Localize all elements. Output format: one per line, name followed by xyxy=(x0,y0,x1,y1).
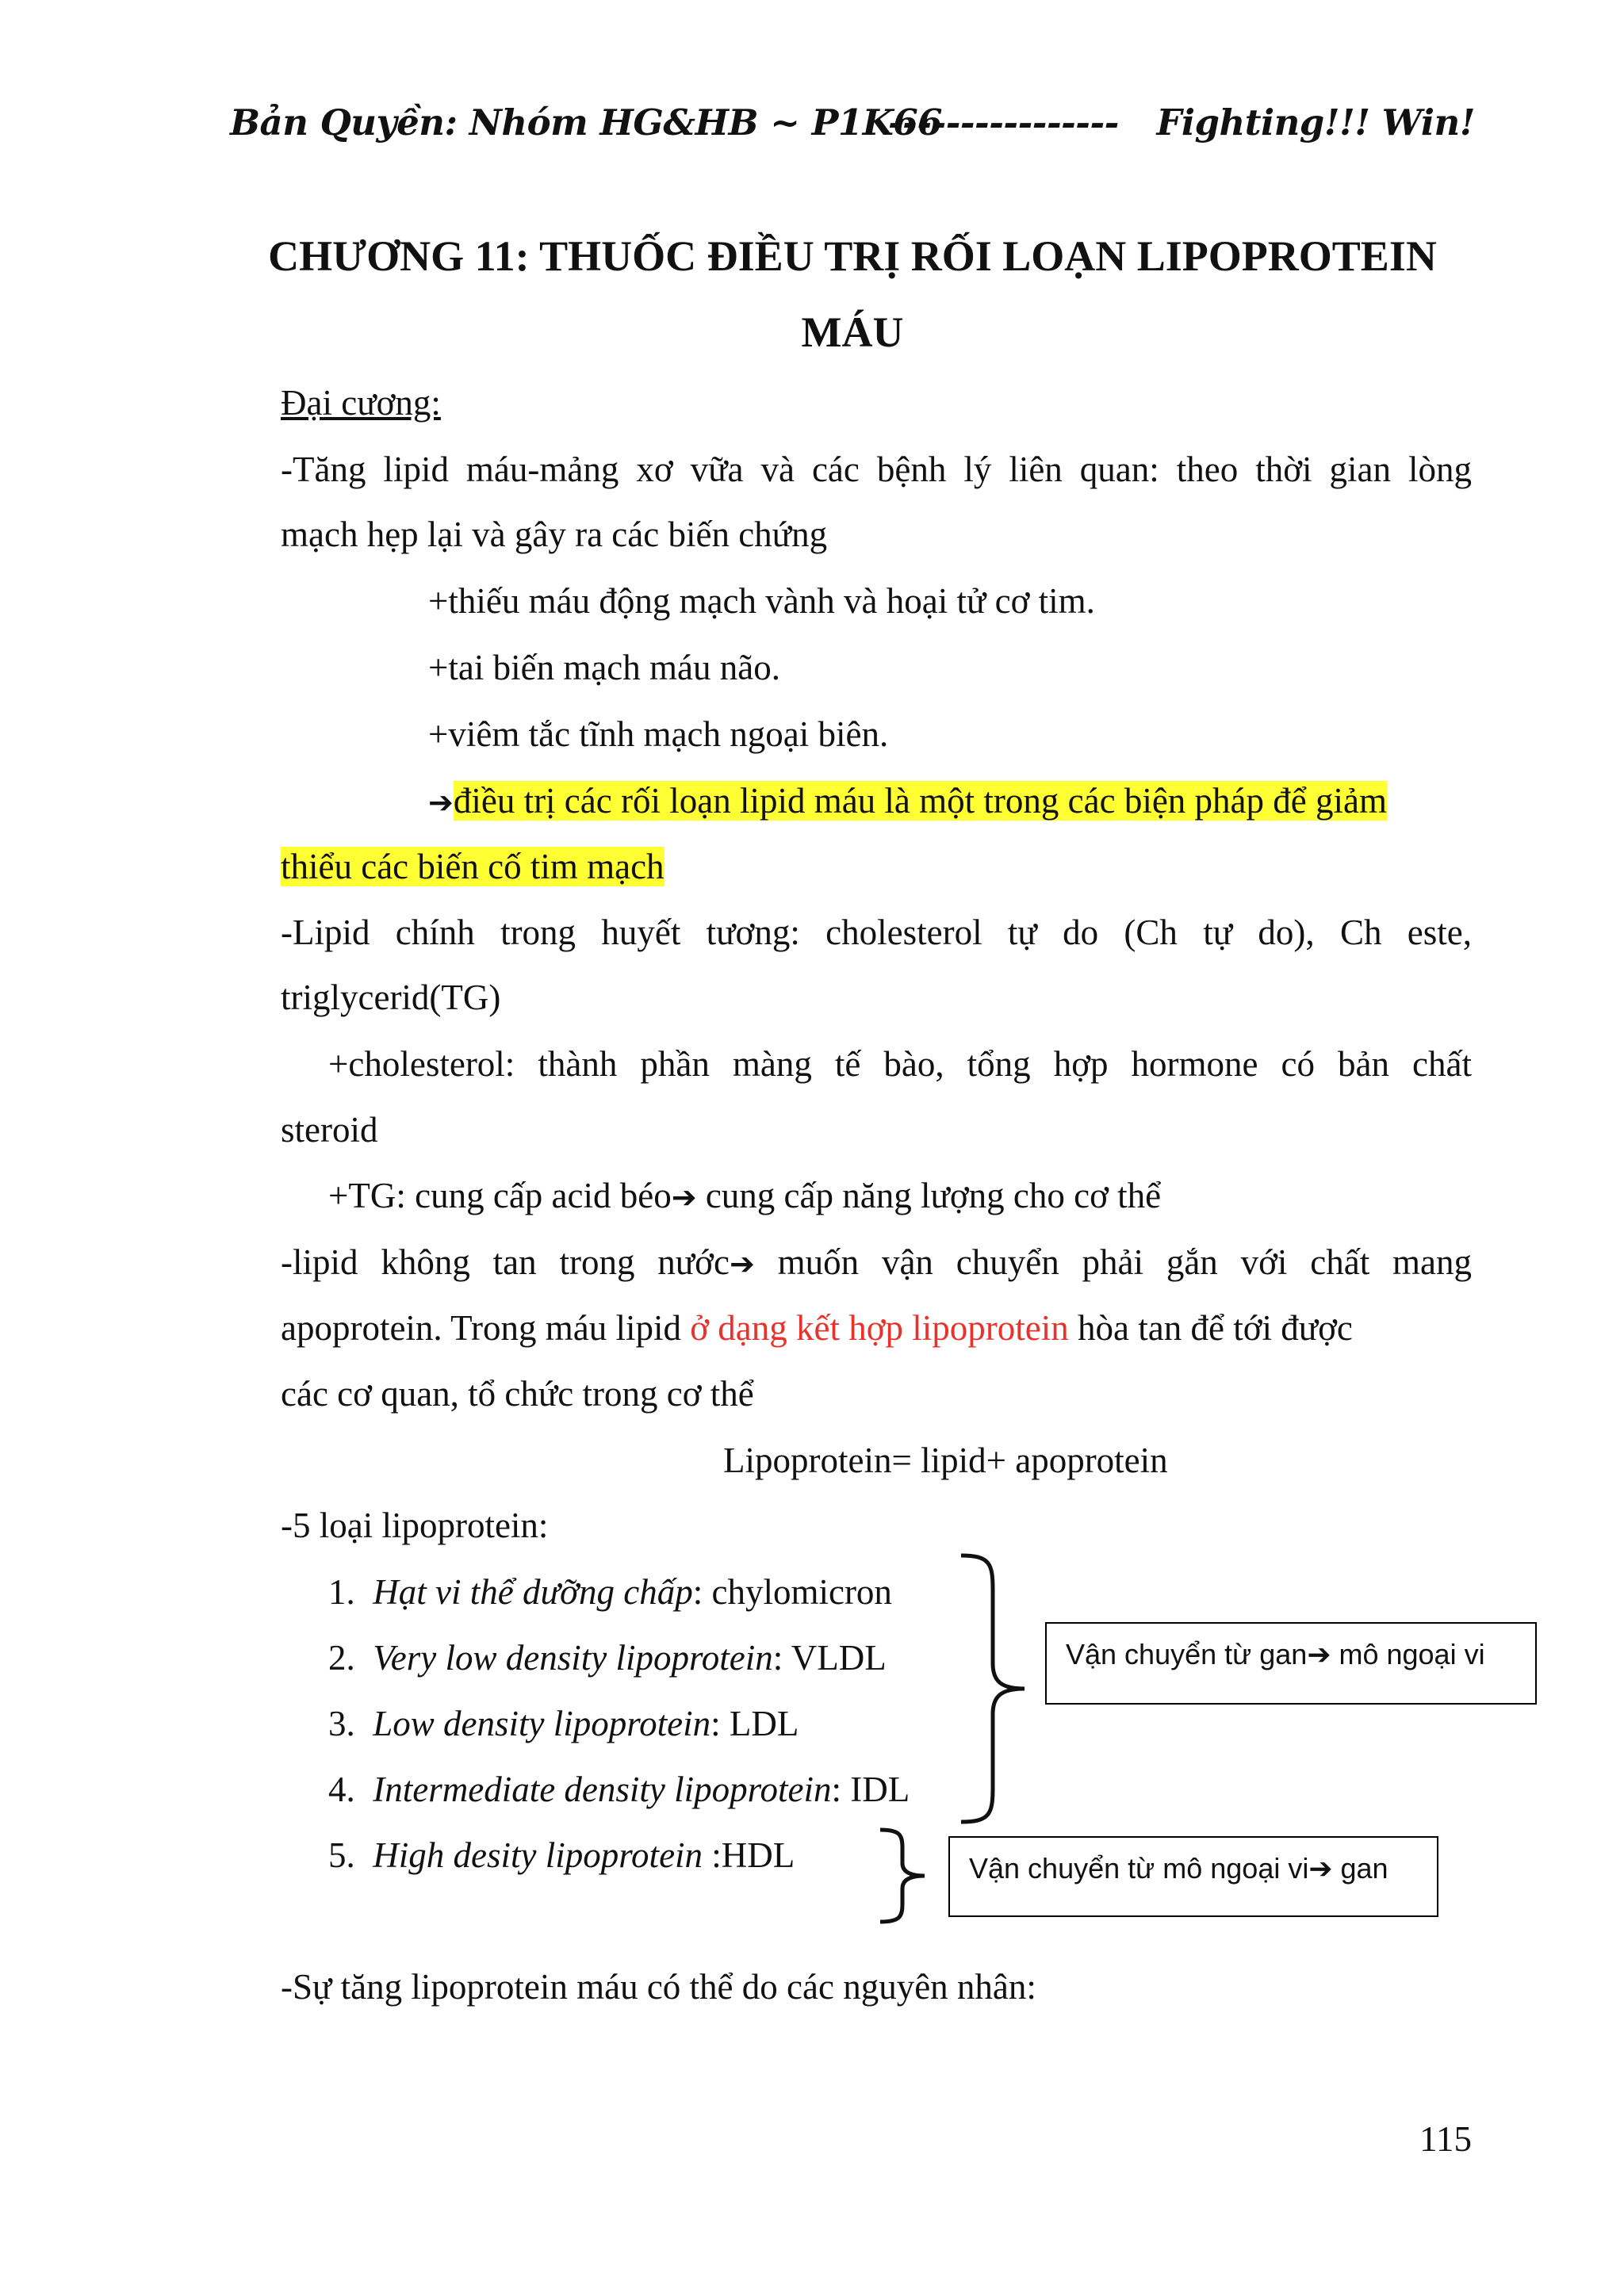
highlight-line1 xyxy=(428,777,1387,826)
header-copyright: Bản Quyền: Nhóm HG&HB ~ P1K66 xyxy=(230,101,942,144)
text-segment: muốn vận chuyển phải gắn với chất mang xyxy=(754,1242,1472,1282)
right-brace-icon xyxy=(872,1823,936,1928)
red-text: ở dạng kết hợp lipoprotein xyxy=(690,1308,1069,1348)
paragraph-5-line1 xyxy=(281,1238,1472,1288)
list-item xyxy=(328,1766,910,1813)
list-number: 5. xyxy=(328,1835,355,1875)
paragraph-1-line2: mạch hẹp lại và gây ra các biến chứng xyxy=(281,515,828,554)
arrow-right-icon: ➔ xyxy=(428,785,454,820)
arrow-right-icon: ➔ xyxy=(729,1246,755,1281)
lipoprotein-name: Hạt vi thể dưỡng chấp xyxy=(373,1572,693,1612)
lipoprotein-abbr: : chylomicron xyxy=(692,1572,892,1612)
lipoprotein-abbr: : VLDL xyxy=(772,1638,887,1678)
lipoprotein-name: High desity lipoprotein xyxy=(373,1835,712,1875)
types-heading: -5 loại lipoprotein: xyxy=(281,1506,549,1545)
paragraph-2-line2: triglycerid(TG) xyxy=(281,978,501,1017)
complication-item: +viêm tắc tĩnh mạch ngoại biên. xyxy=(428,714,889,754)
header-dashes: ---------------- xyxy=(888,101,1119,144)
lipoprotein-abbr: : LDL xyxy=(710,1704,799,1743)
arrow-right-icon: ➔ xyxy=(671,1180,697,1215)
list-item xyxy=(328,1700,799,1747)
transport-box-liver-to-periphery xyxy=(1045,1622,1537,1705)
chapter-title-line1: CHƯƠNG 11: THUỐC ĐIỀU TRỊ RỐI LOẠN LIPOPROTEIN xyxy=(268,232,1437,280)
list-number: 2. xyxy=(328,1638,355,1678)
lipoprotein-name: Very low density lipoprotein xyxy=(373,1638,773,1678)
list-number: 3. xyxy=(328,1704,355,1743)
complication-item: +tai biến mạch máu não. xyxy=(428,648,780,687)
lipoprotein-abbr: :HDL xyxy=(711,1835,795,1875)
text-segment: cung cấp năng lượng cho cơ thể xyxy=(696,1176,1162,1215)
lipoprotein-formula: Lipoprotein= lipid+ apoprotein xyxy=(723,1441,1168,1480)
paragraph-1-line1: -Tăng lipid máu-mảng xơ vữa và các bệnh lý liên quan: theo thời gian lòng xyxy=(281,450,1472,489)
list-number: 4. xyxy=(328,1770,355,1809)
paragraph-3-line1: +cholesterol: thành phần màng tế bào, tổng hợp hormone có bản chất xyxy=(328,1044,1472,1084)
list-number: 1. xyxy=(328,1572,355,1612)
section-heading: Đại cương: xyxy=(281,383,441,423)
paragraph-3-line2: steroid xyxy=(281,1110,378,1150)
highlight-line2 xyxy=(281,843,665,890)
text-segment: apoprotein. Trong máu lipid xyxy=(281,1308,691,1348)
page-number: 115 xyxy=(1419,2119,1472,2159)
transport-box-periphery-to-liver xyxy=(948,1836,1438,1917)
text-segment: +TG: cung cấp acid béo xyxy=(328,1176,672,1215)
chapter-title-line2: MÁU xyxy=(801,308,904,356)
text-segment: hòa tan để tới được xyxy=(1068,1308,1353,1348)
paragraph-5-line3: các cơ quan, tổ chức trong cơ thể xyxy=(281,1374,754,1414)
lipoprotein-abbr: : IDL xyxy=(831,1770,910,1809)
list-item xyxy=(328,1634,887,1682)
header-motto: Fighting!!! Win! xyxy=(1156,101,1475,144)
lipoprotein-name: Low density lipoprotein xyxy=(373,1704,711,1743)
list-item xyxy=(328,1568,892,1616)
box-text: Vận chuyển từ mô ngoại vi➔ gan xyxy=(969,1852,1388,1885)
list-item xyxy=(328,1831,795,1879)
highlighted-text: điều trị các rối loạn lipid máu là một trong các biện pháp để giảm xyxy=(453,781,1387,821)
paragraph-4 xyxy=(328,1172,1161,1221)
box-text: Vận chuyển từ gan➔ mô ngoại vi xyxy=(1066,1638,1485,1670)
right-brace-icon xyxy=(952,1546,1031,1831)
paragraph-2-line1: -Lipid chính trong huyết tương: cholesterol tự do (Ch tự do), Ch este, xyxy=(281,913,1472,952)
text-segment: -lipid không tan trong nước xyxy=(281,1242,730,1282)
complication-item: +thiếu máu động mạch vành và hoại tử cơ tim. xyxy=(428,581,1095,621)
lipoprotein-name: Intermediate density lipoprotein xyxy=(373,1770,832,1809)
paragraph-6: -Sự tăng lipoprotein máu có thể do các nguyên nhân: xyxy=(281,1967,1036,2007)
highlighted-text: thiểu các biến cố tim mạch xyxy=(281,847,665,886)
paragraph-5-line2 xyxy=(281,1304,1353,1352)
